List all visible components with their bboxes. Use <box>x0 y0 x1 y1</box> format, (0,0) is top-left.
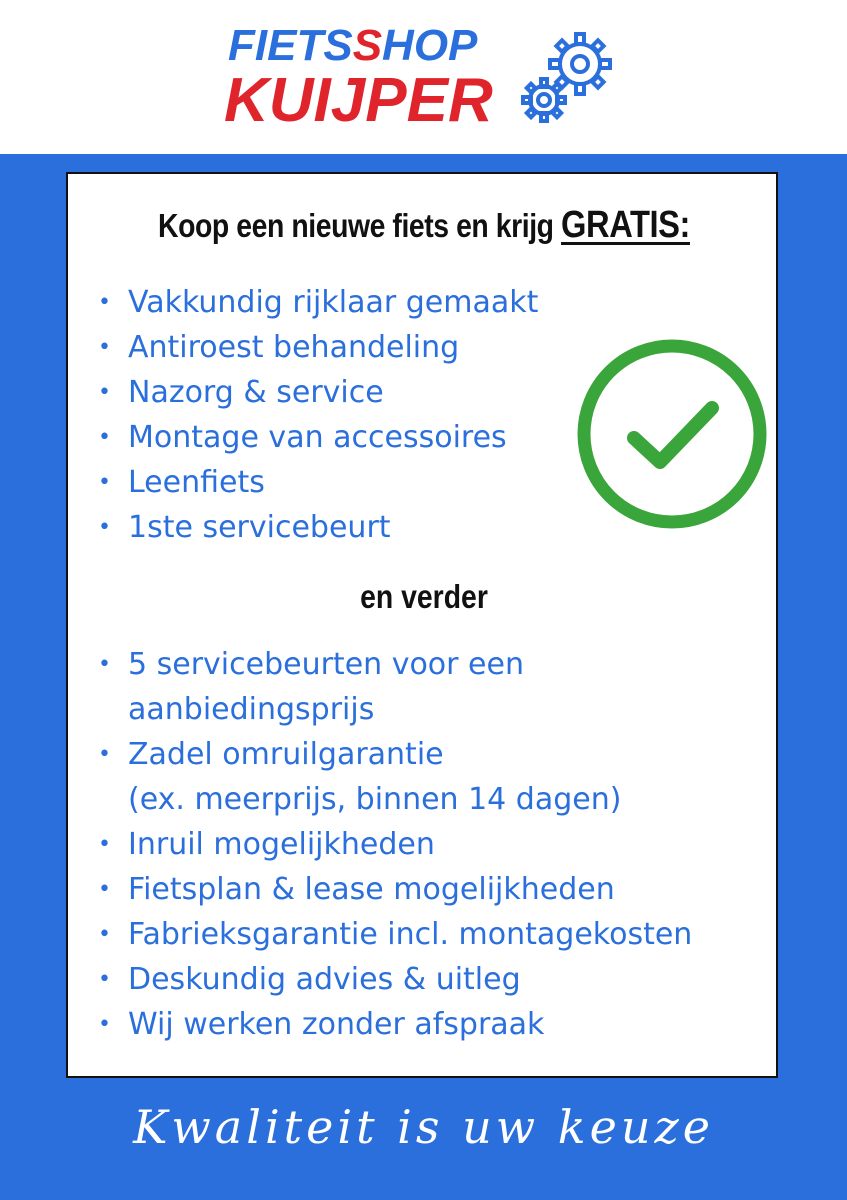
bullet-icon: • <box>98 967 111 992</box>
list-item: • 5 servicebeurten voor een <box>96 642 692 687</box>
bullet-icon: • <box>98 922 111 947</box>
headline-gratis: GRATIS: <box>561 204 690 246</box>
list-item: • Antiroest behandeling <box>96 325 538 370</box>
list-item: • Fabrieksgarantie incl. montagekosten <box>96 912 692 957</box>
bullet-icon: • <box>98 380 111 405</box>
list-item-continuation: (ex. meerprijs, binnen 14 dagen) <box>128 782 622 817</box>
extra-items-list <box>96 642 692 1047</box>
logo-line2: KUIJPER <box>224 66 493 135</box>
bullet-icon: • <box>98 742 111 767</box>
checkmark-circle-icon <box>574 336 770 532</box>
subheading: en verder <box>360 578 488 615</box>
bullet-icon: • <box>98 832 111 857</box>
list-item: • Inruil mogelijkheden <box>96 822 692 867</box>
list-item: • Vakkundig rijklaar gemaakt <box>96 280 538 325</box>
list-item: • Fietsplan & lease mogelijkheden <box>96 867 692 912</box>
gears-icon <box>518 24 628 134</box>
bullet-icon: • <box>98 1012 111 1037</box>
logo-fiets: FIETS <box>228 21 353 70</box>
list-item: • Nazorg & service <box>96 370 538 415</box>
bullet-icon: • <box>98 877 111 902</box>
bullet-icon: • <box>98 290 111 315</box>
list-item: • Wij werken zonder afspraak <box>96 1002 692 1047</box>
list-item: • Zadel omruilgarantie <box>96 732 692 777</box>
list-item: • Leenfiets <box>96 460 538 505</box>
list-item-continuation: aanbiedingsprijs <box>128 692 375 727</box>
headline-main: Koop een nieuwe fiets en krijg <box>158 207 562 244</box>
free-items-list <box>96 280 538 550</box>
bullet-icon: • <box>98 515 111 540</box>
logo-s: S <box>352 21 383 70</box>
bullet-icon: • <box>98 470 111 495</box>
logo-hop: HOP <box>382 21 478 70</box>
bullet-icon: • <box>98 425 111 450</box>
bullet-icon: • <box>98 652 111 677</box>
offer-card <box>66 172 778 1078</box>
tagline: Kwaliteit is uw keuze <box>133 1100 714 1154</box>
logo-line1 <box>228 20 477 72</box>
list-item: • 1ste servicebeurt <box>96 505 538 550</box>
header <box>0 0 847 154</box>
bullet-icon: • <box>98 335 111 360</box>
list-item: • Montage van accessoires <box>96 415 538 460</box>
list-item: • Deskundig advies & uitleg <box>96 957 692 1002</box>
headline <box>118 204 730 247</box>
logo <box>218 20 638 140</box>
